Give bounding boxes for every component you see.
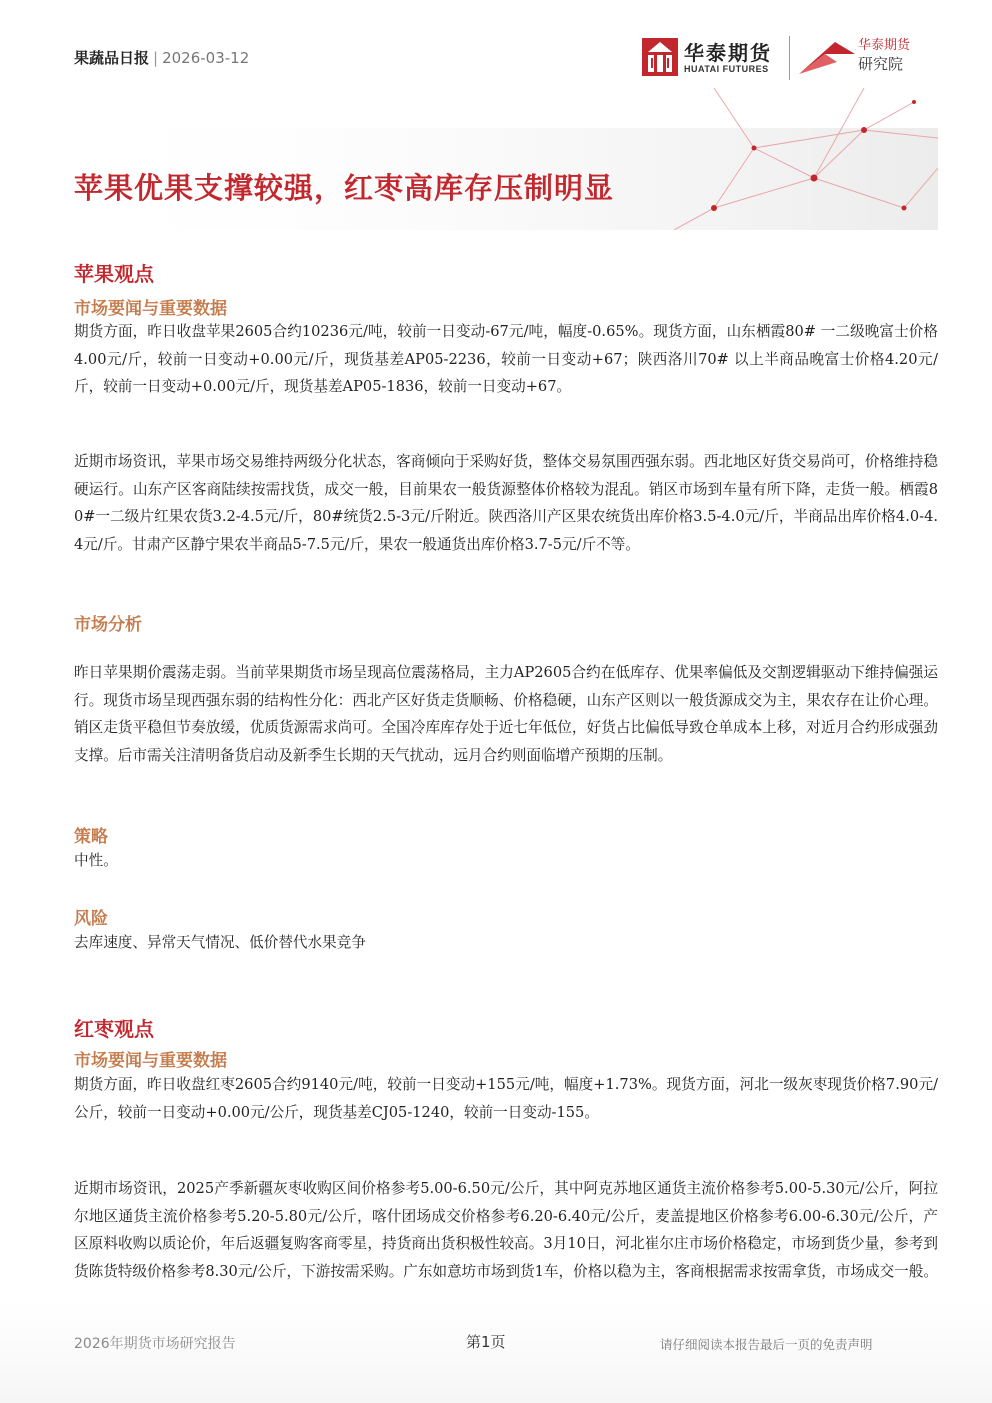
apple-news-heading: 市场要闻与重要数据: [74, 299, 227, 319]
huatai-futures-logo: [642, 36, 792, 80]
title-banner: [54, 88, 938, 230]
apple-heading: 苹果观点: [74, 262, 154, 286]
jujube-heading: 红枣观点: [74, 1017, 154, 1041]
apple-analysis-paragraph: 昨日苹果期价震荡走弱。当前苹果期货市场呈现高位震荡格局，主力AP2605合约在低库存、优果率偏低及交割逻辑驱动下维持偏强运行。现货市场呈现西强东弱的结构性分化：西北产区好货走货顺畅、价格稳硬，山东产区则以一般货源成交为主，果农存在让价心理。销区走货平稳但节奏放缓，优质货源需求尚可。全国冷库库存处于近七年低位，好货占比偏低导致仓单成本上移，对近月合约形成强劲支撑。后市需关注清明备货启动及新季生长期的天气扰动，远月合约则面临增产预期的压制。: [74, 664, 938, 764]
apple-strategy-heading: 策略: [74, 827, 108, 847]
jujube-news-heading: 市场要闻与重要数据: [74, 1051, 227, 1071]
network-decoration: [54, 88, 938, 230]
logo-divider: [789, 36, 790, 80]
institute-name: [858, 38, 928, 74]
company-name-cn: 华泰期货: [684, 41, 772, 65]
header-separator: |: [153, 49, 159, 67]
huatai-logo-icon: [642, 38, 678, 76]
jujube-news-paragraph-1: 期货方面，昨日收盘红枣2605合约9140元/吨，较前一日变动+155元/吨，幅度+1.73%。现货方面，河北一级灰枣现货价格7.90元/公斤，较前一日变动+0.00元/公斤，现货基差CJ05-1240，较前一日变动-155。: [74, 1076, 938, 1121]
company-name-en: HUATAI FUTURES: [684, 64, 769, 74]
report-header: [74, 48, 249, 68]
institute-name-line2: 研究院: [858, 55, 904, 73]
footer-report-name: 2026年期货市场研究报告: [74, 1336, 236, 1352]
apple-analysis-heading: 市场分析: [74, 615, 142, 635]
report-type: 果蔬品日报: [74, 49, 150, 67]
apple-news-paragraph-1: 期货方面，昨日收盘苹果2605合约10236元/吨，较前一日变动-67元/吨，幅度-0.65%。现货方面，山东栖霞80# 一二级晚富士价格4.00元/斤，较前一日变动+0.00元/斤，现货基差AP05-2236，较前一日变动+67；陕西洛川70# 以上半商品晚富士价格4.20元/斤，较前一日变动+0.00元/斤，现货基差AP05-1836，较前一日变动+67。: [74, 323, 938, 395]
jujube-news-paragraph-2: 近期市场资讯，2025产季新疆灰枣收购区间价格参考5.00-6.50元/公斤，其中阿克苏地区通货主流价格参考5.00-5.30元/公斤，阿拉尔地区通货主流价格参考5.20-5.80元/公斤，喀什团场成交价格参考6.20-6.40元/公斤，麦盖提地区价格参考6.00-6.30元/公斤，产区原料收购以质论价，年后返疆复购客商零星，持货商出货积极性较高。3月10日，河北崔尔庄市场价格稳定，市场到货少量，参考到货陈货特级价格参考8.30元/公斤，下游按需采购。广东如意坊市场到货1车，价格以稳为主，客商根据需求按需拿货，市场成交一般。: [74, 1180, 938, 1280]
institute-logo-icon: [797, 40, 857, 76]
apple-risk-heading: 风险: [74, 909, 108, 929]
institute-name-line1: 华泰期货: [858, 38, 911, 53]
apple-risk-text: 去库速度、异常天气情况、低价替代水果竞争: [74, 934, 366, 951]
footer-disclaimer-note: 请仔细阅读本报告最后一页的免责声明: [660, 1337, 873, 1352]
report-title: 苹果优果支撑较强，红枣高库存压制明显: [74, 171, 615, 205]
apple-news-paragraph-2: 近期市场资讯，苹果市场交易维持两级分化状态，客商倾向于采购好货，整体交易氛围西强东弱。西北地区好货交易尚可，价格维持稳硬运行。山东产区客商陆续按需找货，成交一般，目前果农一般货源整体价格较为混乱。销区市场到车量有所下降，走货一般。栖霞80#一二级片红果农货3.2-4.5元/斤，80#统货2.5-3元/斤附近。陕西洛川产区果农统货出库价格3.5-4.0元/斤，半商品出库价格4.0-4.4元/斤。甘肃产区静宁果农半商品5-7.5元/斤，果农一般通货出库价格3.7-5元/斤不等。: [74, 453, 938, 553]
apple-strategy-text: 中性。: [74, 852, 118, 869]
footer-page-number: 第1页: [466, 1333, 506, 1351]
report-date: 2026-03-12: [162, 49, 250, 67]
